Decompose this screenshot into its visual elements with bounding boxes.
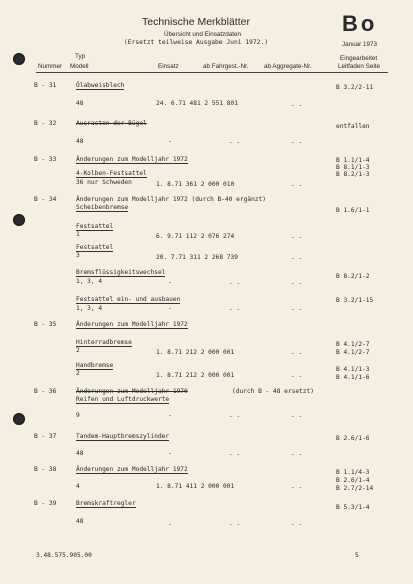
entry-text: 4	[76, 483, 80, 490]
entry-text: -	[168, 305, 172, 312]
entry-text: Festsattel	[76, 244, 114, 251]
entry-text: B 8.1/1-3	[336, 164, 370, 171]
entry-text: - -	[291, 102, 303, 109]
entry-text: - -	[291, 373, 303, 380]
header-eingearbeitet: Eingearbeitet	[340, 55, 378, 62]
entry-text: 48	[76, 100, 84, 107]
entry-text: - -	[291, 280, 303, 287]
entry-text: - -	[229, 451, 241, 458]
entry-text: B 1.6/1-1	[336, 207, 370, 214]
entry-text: 20. 7.71 311 2 268 739	[156, 254, 238, 261]
entry-text: - -	[229, 521, 241, 528]
entry-text: B 4.1/1-3	[336, 366, 370, 373]
entry-text: 9	[76, 412, 80, 419]
entry-text: B - 37	[34, 433, 57, 440]
entry-text: B 8.2/1-2	[336, 273, 370, 280]
entry-text: B 8.2/1-3	[336, 171, 370, 178]
entry-text: 48	[76, 138, 84, 145]
entry-text: 1, 3, 4	[76, 305, 103, 312]
entry-text: B - 33	[34, 156, 57, 163]
header-einsatz: Einsatz	[158, 63, 179, 70]
punch-hole-top	[13, 53, 25, 65]
header-nummer: Nummer	[38, 63, 63, 70]
entry-text: 3	[76, 252, 80, 259]
entry-text: Tandem-Hauptbremszylinder	[76, 433, 170, 440]
entry-text: entfallen	[336, 123, 370, 130]
entry-text: Bremskraftregler	[76, 500, 136, 507]
entry-text: 1. 8.71 411 2 000 001	[156, 483, 235, 490]
document-date: Januar 1973	[342, 41, 378, 48]
entry-text: - -	[291, 350, 303, 357]
header-leitfaden: Leitfaden Seite	[338, 63, 381, 70]
entry-text: 1. 8.71 212 2 000 001	[156, 372, 235, 379]
entry-text: 1	[76, 231, 80, 238]
footer-part-number: 3.48.575.905.00	[36, 552, 92, 559]
entry-text: 36 nur Schweden	[76, 179, 132, 186]
entry-text: B 1.1/1-4	[336, 157, 370, 164]
footer-page-number: 5	[355, 552, 359, 559]
entry-text: B 4.1/1-6	[336, 374, 370, 381]
entry-text: B - 35	[34, 321, 57, 328]
entry-text: - -	[291, 451, 303, 458]
entry-text: - -	[229, 413, 241, 420]
entry-text: Hinterradbremse	[76, 339, 132, 346]
entry-text: -	[168, 521, 172, 528]
entry-text: 6. 9.71 112 2 076 274	[156, 233, 235, 240]
entry-text: Festsattel	[76, 223, 114, 230]
entry-text: Änderungen zum Modelljahr 1972 (durch B-40 ergänzt)	[76, 196, 266, 203]
entry-text: Ölabweisblech	[76, 82, 125, 89]
entry-text: 1. 8.71 212 2 000 001	[156, 349, 235, 356]
document-subtitle: Übersicht und Einsatzdaten	[164, 31, 242, 38]
header-rule	[36, 72, 388, 73]
entry-text: - -	[291, 139, 303, 146]
entry-text: B - 39	[34, 500, 57, 507]
entry-text: B 2.6/1-4	[336, 477, 370, 484]
entry-text: B 2.7/2-14	[336, 485, 374, 492]
entry-text: 2	[76, 370, 80, 377]
entry-text: B 3.2/2-11	[336, 84, 374, 91]
entry-text: 4-Kolben-Festsattel	[76, 170, 147, 177]
entry-text: B - 34	[34, 196, 57, 203]
entry-text: Änderungen zum Modelljahr 1972	[76, 321, 188, 328]
entry-text: 48	[76, 518, 84, 525]
entry-text: 48	[76, 450, 84, 457]
entry-text: B 1.1/4-3	[336, 469, 370, 476]
entry-text: 24. 6.71 481 2 551 801	[156, 100, 238, 107]
header-aggregat: ab Aggregate-Nr.	[264, 63, 312, 70]
entry-text: - -	[229, 306, 241, 313]
document-title: Technische Merkblätter	[142, 16, 250, 28]
entry-text: 2	[76, 347, 80, 354]
entry-text: Reifen und Luftdruckwerte	[76, 396, 170, 403]
entry-text: -	[168, 138, 172, 145]
entry-text: - -	[291, 182, 303, 189]
punch-hole-bottom	[13, 413, 25, 425]
entry-text: - -	[291, 484, 303, 491]
entry-text: Scheibenbremse	[76, 204, 129, 211]
section-code: Bo	[342, 11, 378, 36]
entry-text: Änderungen zum Modelljahr 1970	[76, 388, 188, 395]
entry-text: Festsattel ein- und ausbauen	[76, 296, 181, 303]
entry-text: Änderungen zum Modelljahr 1972	[76, 156, 188, 163]
entry-text: 1. 8.71 361 2 000 010	[156, 181, 235, 188]
entry-text: (durch B - 48 ersetzt)	[232, 388, 314, 395]
document-subtitle-note: (Ersetzt teilweise Ausgabe Juni 1972.)	[124, 39, 269, 46]
entry-text: Ausrasten der Bügel	[76, 120, 147, 127]
header-fahrgest: ab Fahrgest.-Nr.	[203, 63, 249, 70]
entry-text: B - 36	[34, 388, 57, 395]
entry-text: Änderungen zum Modelljahr 1972	[76, 466, 188, 473]
header-modell: Modell	[70, 63, 89, 70]
entry-text: B - 32	[34, 120, 57, 127]
punch-hole-middle	[13, 214, 25, 226]
entry-text: -	[168, 279, 172, 286]
entry-text: B 3.2/1-15	[336, 297, 374, 304]
entry-text: Bremsflüssigkeitswechsel	[76, 269, 166, 276]
entry-text: B 5.3/1-4	[336, 504, 370, 511]
entry-text: - -	[291, 413, 303, 420]
entry-text: - -	[229, 280, 241, 287]
entry-text: - -	[229, 139, 241, 146]
entry-text: B 2.6/1-6	[336, 435, 370, 442]
entry-text: - -	[291, 234, 303, 241]
entry-text: 1, 3, 4	[76, 278, 103, 285]
entry-text: -	[168, 450, 172, 457]
entry-text: - -	[291, 521, 303, 528]
entry-text: - -	[291, 306, 303, 313]
entry-text: B - 38	[34, 466, 57, 473]
entry-text: Handbremse	[76, 362, 114, 369]
entry-text: -	[168, 412, 172, 419]
entry-text: B - 31	[34, 82, 57, 89]
entry-text: B 4.1/2-7	[336, 341, 370, 348]
header-typ: Typ	[75, 53, 86, 60]
entry-text: - -	[291, 255, 303, 262]
entry-text: B 4.1/2-7	[336, 349, 370, 356]
